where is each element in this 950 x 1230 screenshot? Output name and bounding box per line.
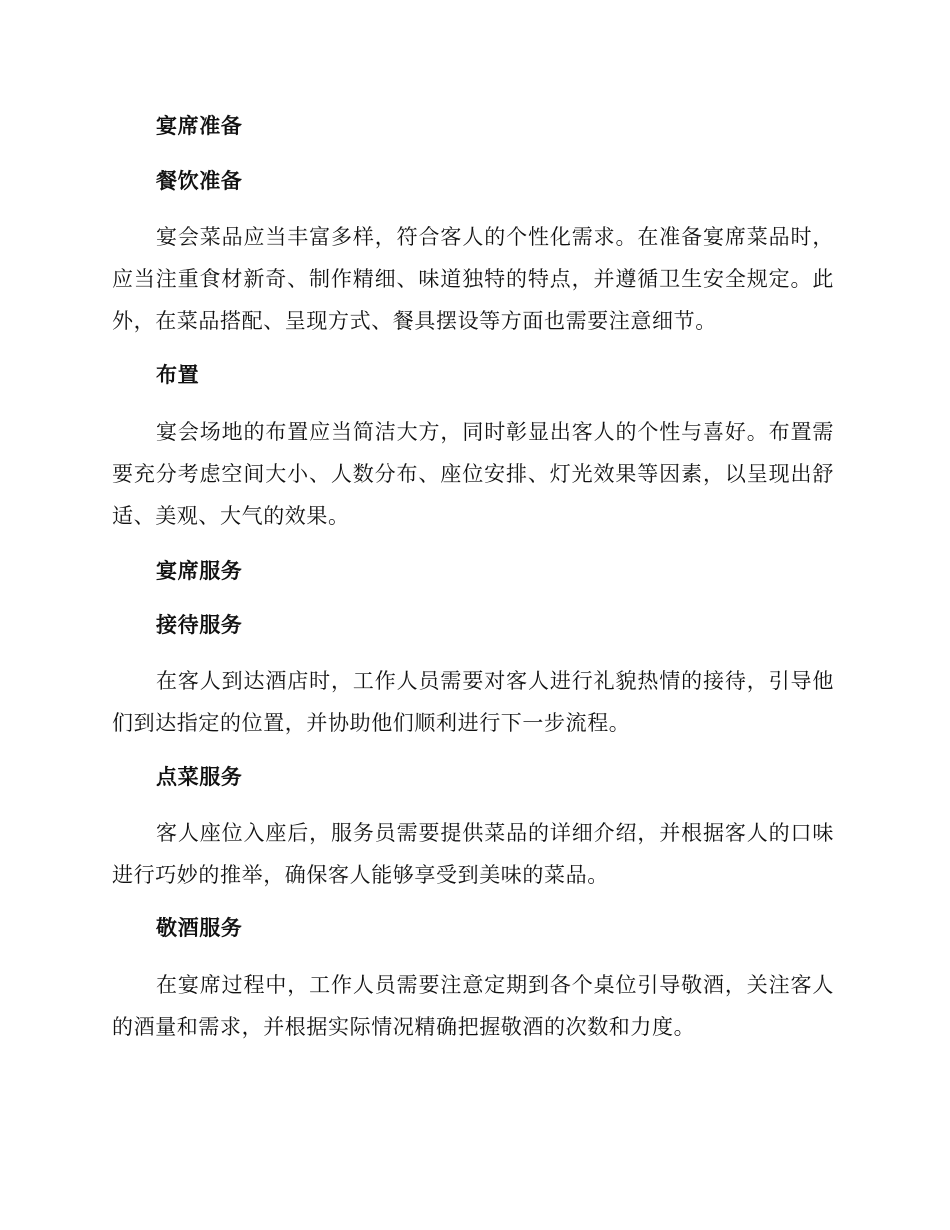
- heading-decoration: 布置: [156, 363, 200, 387]
- paragraph-catering-preparation: 宴会菜品应当丰富多样，符合客人的个性化需求。在准备宴席菜品时，应当注重食材新奇、制作精细、味道独特的特点，并遵循卫生安全规定。此外，在菜品搭配、呈现方式、餐具摆设等方面也需要注意细节。: [112, 225, 834, 333]
- paragraph-decoration: 宴会场地的布置应当简洁大方，同时彰显出客人的个性与喜好。布置需要充分考虑空间大小、人数分布、座位安排、灯光效果等因素，以呈现出舒适、美观、大气的效果。: [112, 420, 834, 528]
- paragraph-ordering-service: 客人座位入座后，服务员需要提供菜品的详细介绍，并根据客人的口味进行巧妙的推举，确保客人能够享受到美味的菜品。: [112, 821, 834, 887]
- heading-banquet-preparation: 宴席准备: [156, 114, 243, 138]
- paragraph-reception-service: 在客人到达酒店时，工作人员需要对客人进行礼貌热情的接待，引导他们到达指定的位置，并协助他们顺利进行下一步流程。: [112, 669, 834, 735]
- heading-reception-service: 接待服务: [156, 613, 243, 637]
- heading-banquet-service: 宴席服务: [156, 559, 243, 583]
- heading-toasting-service: 敬酒服务: [156, 916, 243, 940]
- heading-catering-preparation: 餐饮准备: [156, 169, 243, 193]
- paragraph-toasting-service: 在宴席过程中，工作人员需要注意定期到各个桌位引导敬酒，关注客人的酒量和需求，并根据实际情况精确把握敬酒的次数和力度。: [112, 973, 834, 1039]
- heading-ordering-service: 点菜服务: [156, 765, 243, 789]
